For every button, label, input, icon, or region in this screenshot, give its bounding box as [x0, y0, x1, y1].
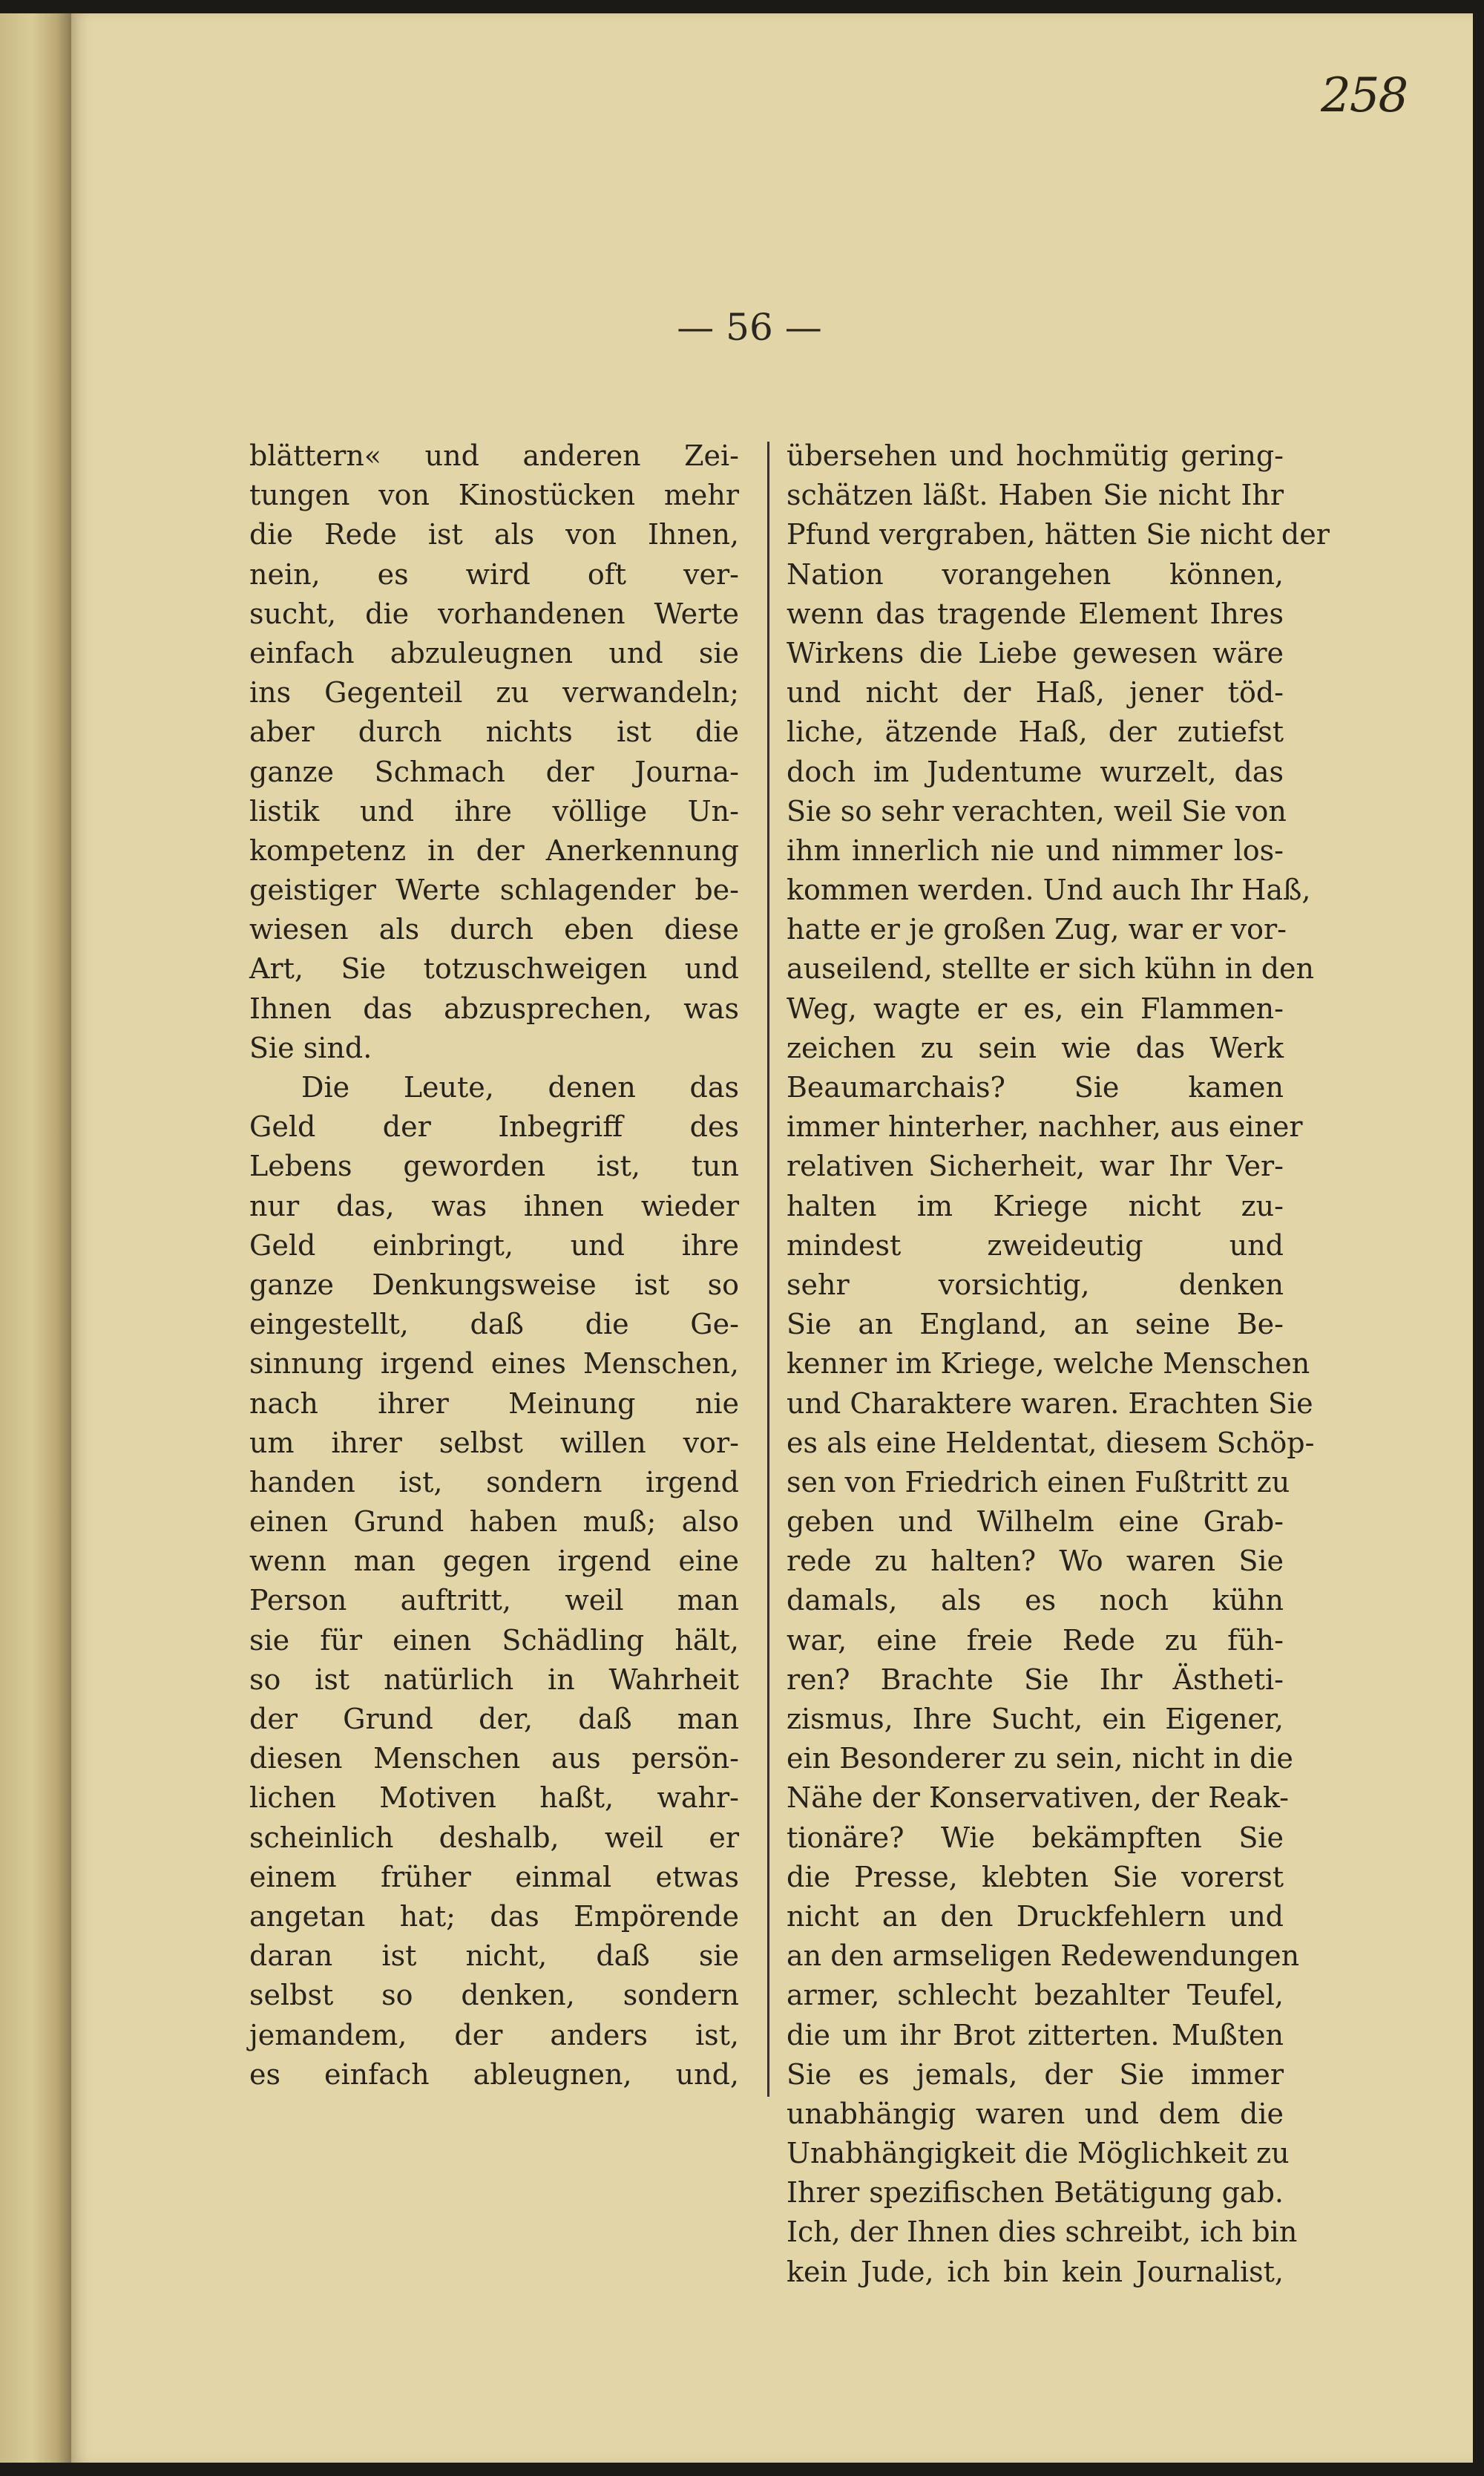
text-line: Geld der Inbegriff des [249, 1110, 739, 1144]
text-line: Pfund vergraben, hätten Sie nicht der [787, 518, 1330, 551]
text-line: jemandem, der anders ist, [249, 2018, 739, 2051]
text-line: um ihrer selbst willen vor- [249, 1426, 739, 1459]
text-line: blättern« und anderen Zei- [249, 439, 739, 472]
text-line: Ihrer spezifischen Betätigung gab. [787, 2176, 1284, 2210]
text-line: hatte er je großen Zug, war er vor- [787, 913, 1287, 946]
text-line: Nähe der Konservativen, der Reak- [787, 1781, 1290, 1815]
text-line: sehr vorsichtig, denken [787, 1268, 1284, 1301]
text-line: einem früher einmal etwas [249, 1860, 739, 1893]
text-line: angetan hat; das Empörende [249, 1899, 739, 1933]
text-line: Die Leute, denen das [301, 1071, 739, 1104]
text-line: die Rede ist als von Ihnen, [249, 518, 739, 551]
text-line: nach ihrer Meinung nie [249, 1386, 739, 1420]
text-line: Ich, der Ihnen dies schreibt, ich bin [787, 2215, 1298, 2249]
text-line: einfach abzuleugnen und sie [249, 636, 739, 669]
text-line: kommen werden. Und auch Ihr Haß, [787, 874, 1311, 907]
text-line: scheinlich deshalb, weil er [249, 1821, 739, 1854]
text-line: wenn man gegen irgend eine [249, 1545, 739, 1578]
text-line: Unabhängigkeit die Möglichkeit zu [787, 2137, 1290, 2170]
text-line: sucht, die vorhandenen Werte [249, 597, 739, 630]
text-line: selbst so denken, sondern [249, 1979, 739, 2012]
handwritten-shelfmark: 258 [1321, 68, 1408, 123]
text-line: sinnung irgend eines Menschen, [249, 1347, 739, 1381]
text-line: nur das, was ihnen wieder [249, 1189, 739, 1222]
text-line: lichen Motiven haßt, wahr- [249, 1781, 739, 1815]
text-line: tionäre? Wie bekämpften Sie [787, 1821, 1284, 1854]
text-line: tungen von Kinostücken mehr [249, 479, 739, 512]
text-line: so ist natürlich in Wahrheit [249, 1663, 739, 1696]
text-line: Person auftritt, weil man [249, 1584, 739, 1617]
text-line: die Presse, klebten Sie vorerst [787, 1860, 1284, 1893]
text-line: kein Jude, ich bin kein Journalist, [787, 2255, 1284, 2288]
text-line: der Grund der, daß man [249, 1703, 739, 1735]
text-line: ganze Schmach der Journa- [249, 755, 739, 788]
text-line: eingestellt, daß die Ge- [249, 1308, 739, 1341]
text-line: listik und ihre völlige Un- [249, 794, 739, 828]
text-line: Wirkens die Liebe gewesen wäre [787, 636, 1284, 669]
text-line: ren? Brachte Sie Ihr Ästheti- [787, 1663, 1284, 1696]
text-line: nein, es wird oft ver- [249, 557, 739, 591]
text-line: Lebens geworden ist, tun [249, 1150, 739, 1183]
text-line: Ihnen das abzusprechen, was [249, 992, 739, 1025]
text-line: übersehen und hochmütig gering- [787, 439, 1284, 472]
column-divider [767, 442, 769, 2097]
text-line: Weg, wagte er es, ein Flammen- [787, 992, 1284, 1025]
text-line: Art, Sie totzuschweigen und [249, 952, 739, 986]
text-line: zeichen zu sein wie das Werk [787, 1031, 1284, 1064]
text-line: und nicht der Haß, jener töd- [787, 676, 1284, 710]
text-line: nicht an den Druckfehlern und [787, 1899, 1284, 1933]
text-line: es einfach ableugnen, und, [249, 2057, 739, 2091]
text-line: ins Gegenteil zu verwandeln; [249, 676, 739, 710]
text-line: mindest zweideutig und [787, 1228, 1284, 1262]
text-line: die um ihr Brot zitterten. Mußten [787, 2018, 1284, 2051]
text-line: liche, ätzende Haß, der zutiefst [787, 715, 1284, 749]
text-line: Sie es jemals, der Sie immer [787, 2057, 1284, 2091]
text-line: handen ist, sondern irgend [249, 1465, 739, 1499]
left-text-column [249, 436, 739, 2095]
text-line: damals, als es noch kühn [787, 1584, 1284, 1617]
text-line: geben und Wilhelm eine Grab- [787, 1505, 1284, 1539]
text-line: geistiger Werte schlagender be- [249, 874, 739, 907]
text-line: ein Besonderer zu sein, nicht in die [787, 1742, 1293, 1775]
text-line: ihm innerlich nie und nimmer los- [787, 833, 1284, 867]
text-line: ganze Denkungsweise ist so [249, 1268, 739, 1301]
text-line: halten im Kriege nicht zu- [787, 1189, 1284, 1222]
text-line: diesen Menschen aus persön- [249, 1742, 739, 1775]
text-line: Sie an England, an seine Be- [787, 1308, 1284, 1341]
text-line: sie für einen Schädling hält, [249, 1623, 739, 1657]
book-spine [0, 13, 71, 2463]
text-line: relativen Sicherheit, war Ihr Ver- [787, 1150, 1284, 1183]
text-line: rede zu halten? Wo waren Sie [787, 1545, 1284, 1578]
text-line: an den armseligen Redewendungen [787, 1939, 1300, 1973]
text-line: Geld einbringt, und ihre [249, 1228, 739, 1262]
text-line: kompetenz in der Anerkennung [249, 833, 739, 867]
text-line: und Charaktere waren. Erachten Sie [787, 1386, 1313, 1420]
page-number: — 56 — [677, 306, 822, 349]
text-line: Sie so sehr verachten, weil Sie von [787, 794, 1287, 828]
text-line: Nation vorangehen können, [787, 557, 1284, 591]
text-line: Sie sind. [249, 1031, 372, 1064]
text-line: doch im Judentume wurzelt, das [787, 755, 1284, 788]
text-line: unabhängig waren und dem die [787, 2097, 1284, 2130]
text-line: immer hinterher, nachher, aus einer [787, 1110, 1303, 1144]
text-line: war, eine freie Rede zu füh- [787, 1623, 1284, 1657]
text-line: wiesen als durch eben diese [249, 913, 739, 946]
text-line: einen Grund haben muß; also [249, 1505, 739, 1539]
text-line: auseilend, stellte er sich kühn in den [787, 952, 1315, 986]
text-line: armer, schlecht bezahlter Teufel, [787, 1979, 1284, 2012]
text-line: daran ist nicht, daß sie [249, 1939, 739, 1973]
text-line: es als eine Heldentat, diesem Schöp- [787, 1426, 1315, 1459]
text-line: zismus, Ihre Sucht, ein Eigener, [787, 1703, 1284, 1735]
text-line: kenner im Kriege, welche Menschen [787, 1347, 1310, 1381]
text-line: aber durch nichts ist die [249, 715, 739, 749]
right-text-column [787, 436, 1330, 2292]
text-line: wenn das tragende Element Ihres [787, 597, 1284, 630]
text-line: sen von Friedrich einen Fußtritt zu [787, 1465, 1290, 1499]
text-line: Beaumarchais? Sie kamen [787, 1071, 1284, 1104]
text-line: schätzen läßt. Haben Sie nicht Ihr [787, 479, 1284, 512]
